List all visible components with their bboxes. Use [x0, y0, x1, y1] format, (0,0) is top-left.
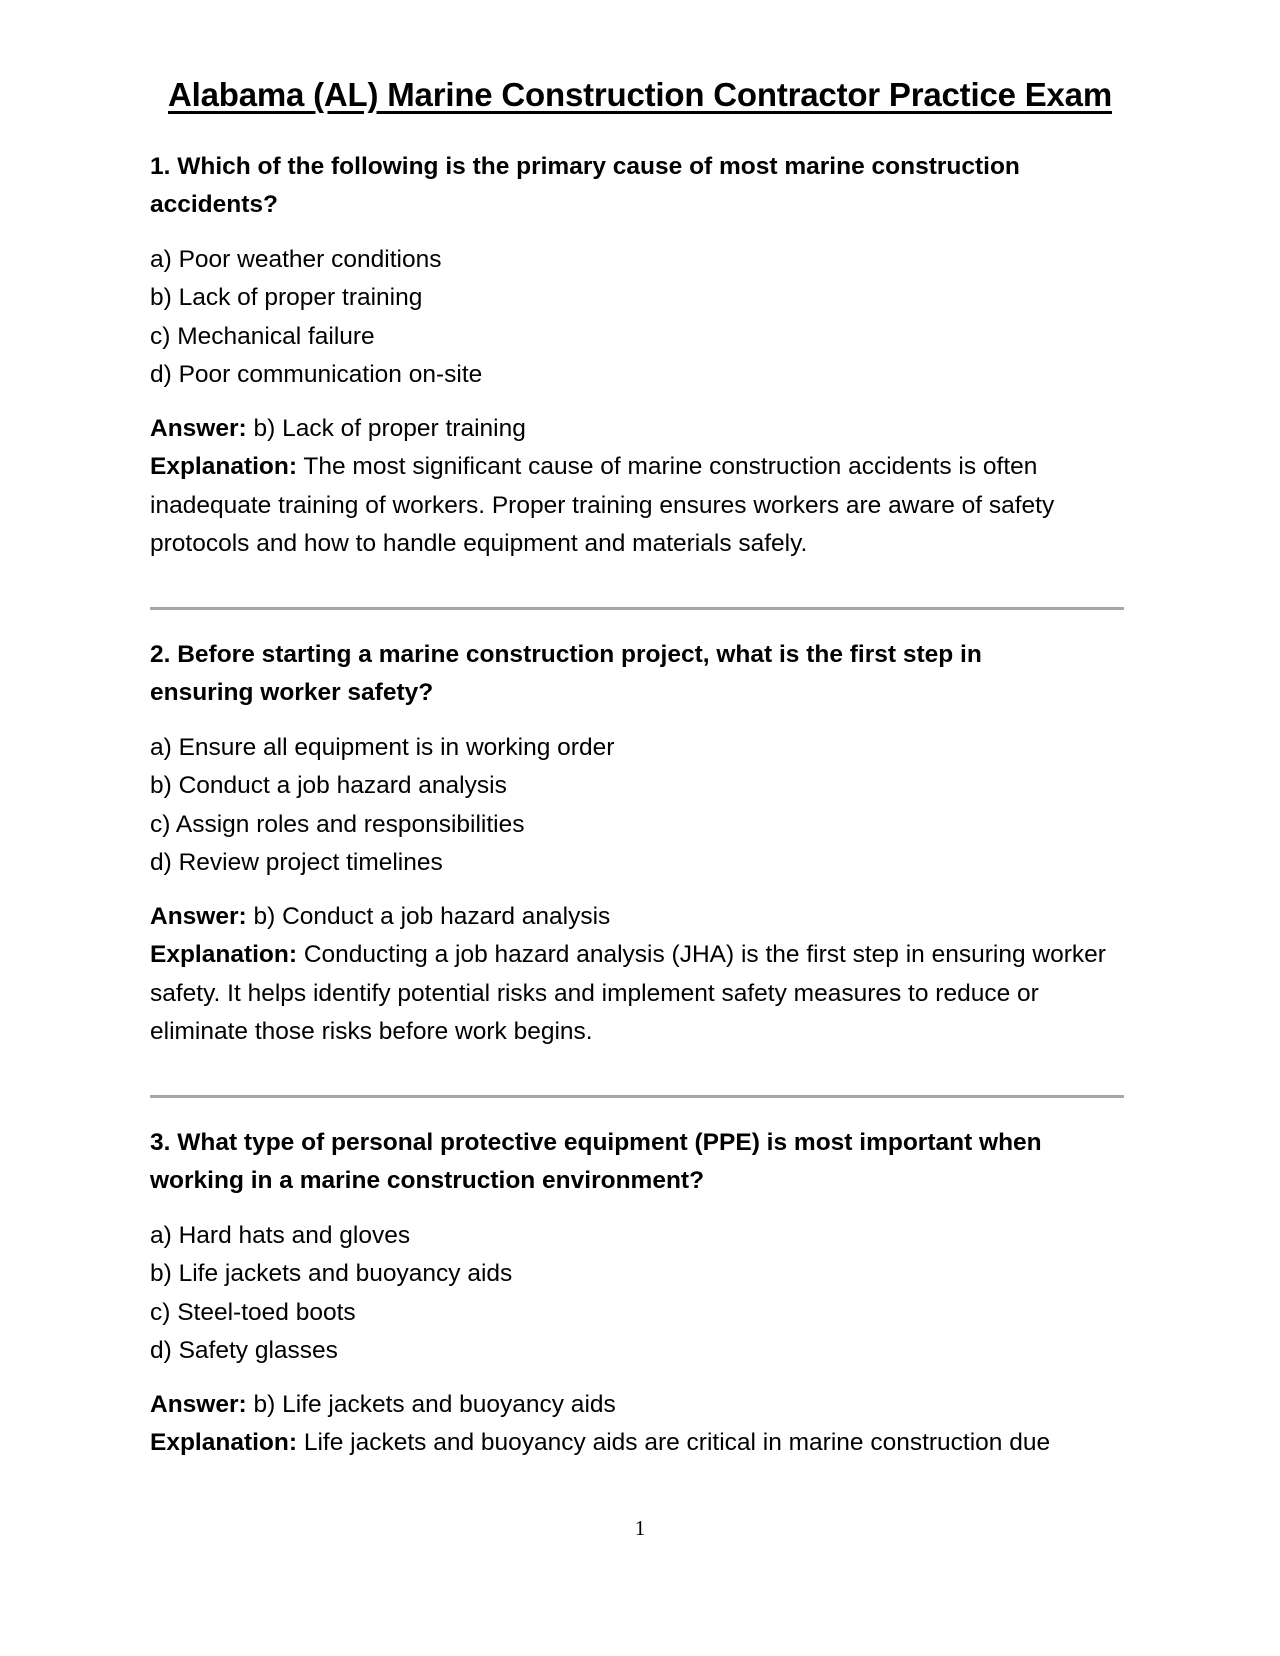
explanation-label: Explanation: [150, 941, 298, 969]
question-1 [150, 148, 1130, 563]
options-list [150, 1217, 1130, 1370]
answer-text: b) Conduct a job hazard analysis [253, 903, 611, 931]
explanation-line [150, 936, 1130, 1051]
option-d: d) Poor communication on-site [150, 360, 483, 388]
answer-line [150, 1386, 1130, 1424]
explanation-label: Explanation: [150, 453, 298, 481]
answer-block [150, 898, 1130, 1051]
option-c: c) Mechanical failure [150, 322, 375, 350]
answer-block [150, 1386, 1130, 1463]
option-b: b) Life jackets and buoyancy aids [150, 1260, 513, 1288]
question-2 [150, 636, 1130, 1051]
question-text: 1. Which of the following is the primary cause of most marine construction accidents? [150, 153, 1020, 218]
explanation-line [150, 448, 1130, 563]
answer-line [150, 898, 1130, 936]
option-a: a) Hard hats and gloves [150, 1222, 411, 1249]
question-text: 3. What type of personal protective equipment (PPE) is most important when working in a marine construction environment? [150, 1129, 1042, 1194]
answer-text: b) Life jackets and buoyancy aids [253, 1391, 616, 1419]
question-text: 2. Before starting a marine construction project, what is the first step in ensuring worker safety? [150, 641, 982, 706]
option-b: b) Lack of proper training [150, 284, 423, 312]
option-d: d) Review project timelines [150, 848, 443, 876]
section-divider [150, 1095, 1124, 1098]
answer-line [150, 410, 1130, 448]
option-c: c) Assign roles and responsibilities [150, 810, 525, 838]
explanation-text: Life jackets and buoyancy aids are critical in marine construction due [303, 1429, 1051, 1457]
option-d: d) Safety glasses [150, 1336, 338, 1364]
page-number: 1 [634, 1516, 646, 1540]
option-a: a) Ensure all equipment is in working order [150, 734, 615, 761]
options-list [150, 729, 1130, 882]
option-c: c) Steel-toed boots [150, 1298, 356, 1326]
document-title: Alabama (AL) Marine Construction Contractor Practice Exam [168, 76, 1112, 113]
question-3 [150, 1124, 1130, 1463]
section-divider [150, 607, 1124, 610]
answer-label: Answer: [150, 1391, 247, 1419]
answer-label: Answer: [150, 415, 247, 443]
answer-block [150, 410, 1130, 563]
option-b: b) Conduct a job hazard analysis [150, 772, 507, 800]
explanation-text: The most significant cause of marine construction accidents is often inadequate training of workers. Proper training ensures workers are aware of safety protocols and how to handle equipment and materials safely. [150, 453, 1055, 558]
answer-text: b) Lack of proper training [253, 415, 526, 443]
explanation-label: Explanation: [150, 1429, 298, 1457]
option-a: a) Poor weather conditions [150, 246, 442, 273]
explanation-text: Conducting a job hazard analysis (JHA) is the first step in ensuring worker safety. It helps identify potential risks and implement safety measures to reduce or eliminate those risks before work begins. [150, 941, 1106, 1046]
explanation-line [150, 1424, 1130, 1462]
answer-label: Answer: [150, 903, 247, 931]
options-list [150, 241, 1130, 394]
